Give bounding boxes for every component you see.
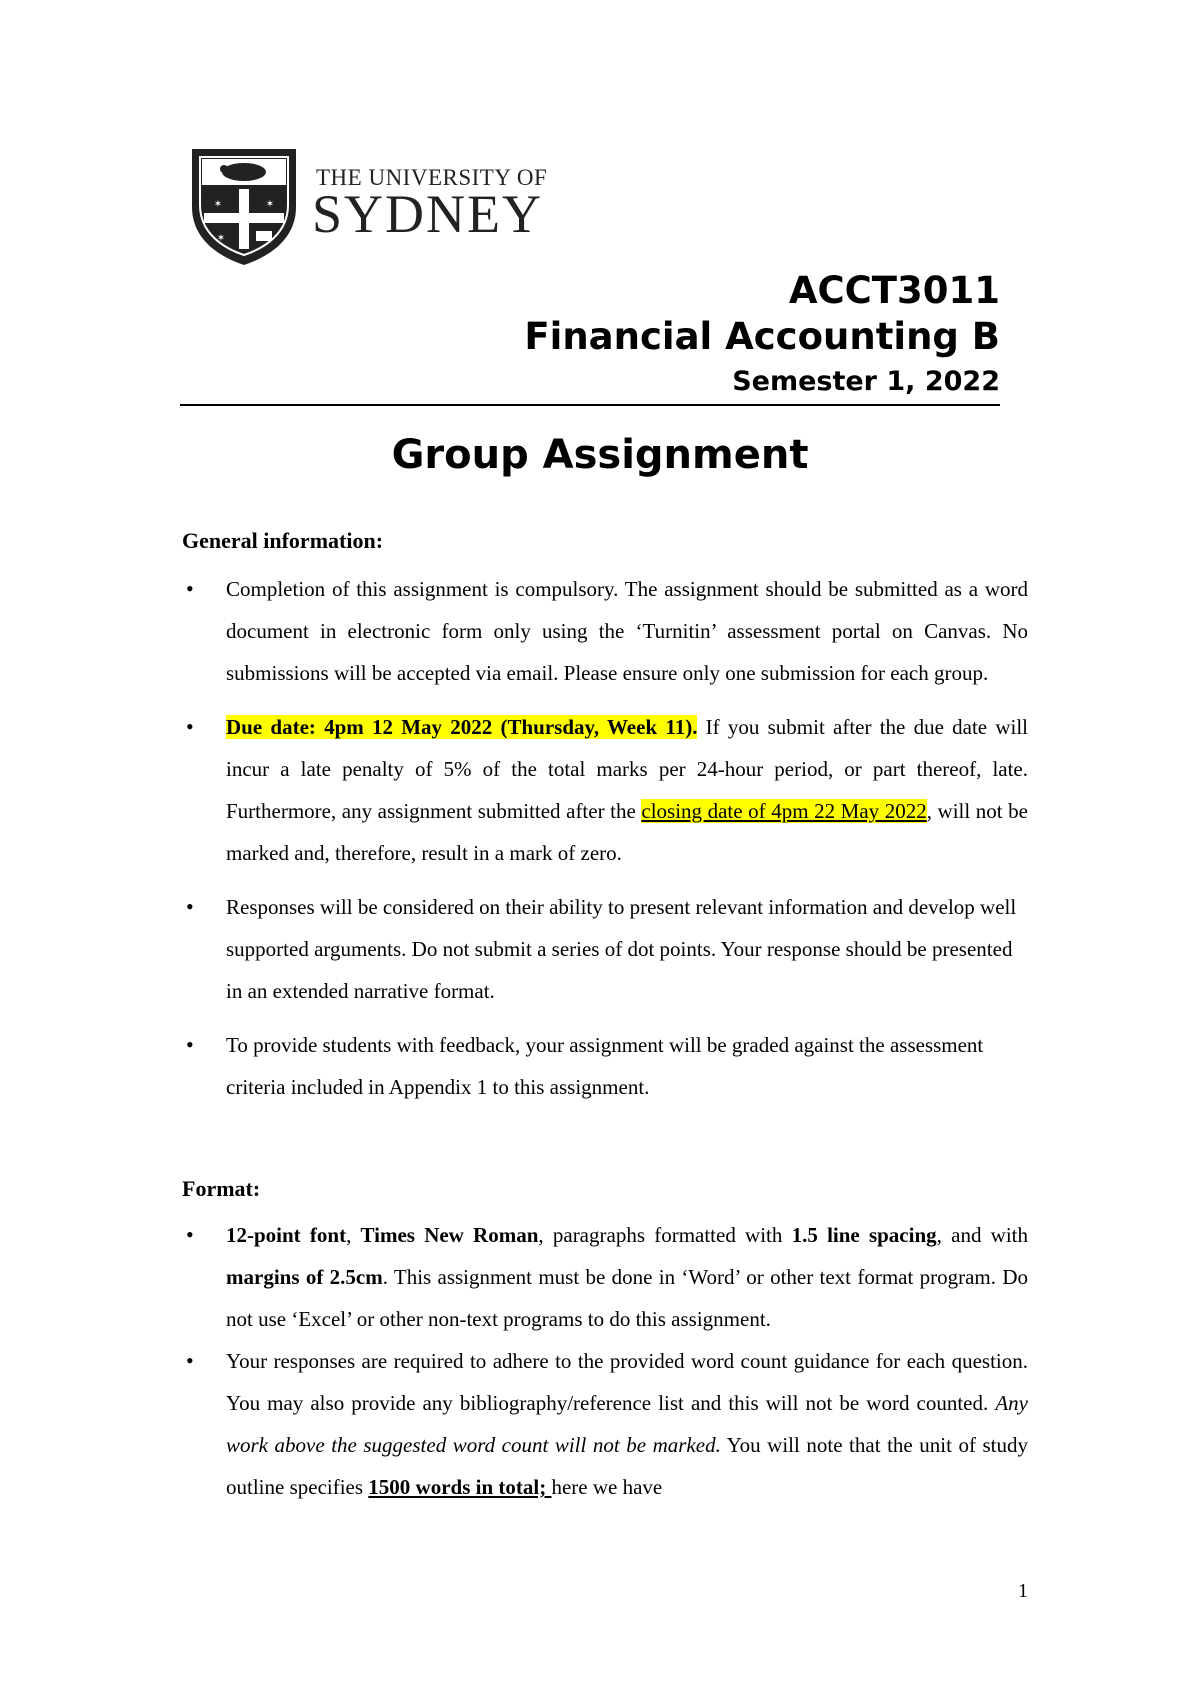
course-name: Financial Accounting B bbox=[524, 315, 1000, 358]
general-info-heading: General information: bbox=[182, 528, 384, 553]
logo-line-2: SYDNEY bbox=[312, 184, 544, 244]
outline-text: You will note that the unit of study outline specifies bbox=[226, 1433, 1028, 1499]
document-title: Group Assignment bbox=[391, 432, 809, 478]
svg-text:✶: ✶ bbox=[213, 199, 223, 210]
compulsory-text: Completion of this assignment is compulsory. The assignment should be submitted as a word document in electronic form only using the ‘Turnitin’ assessment portal on Canvas. No submissions will be accepted via email. Please ensure only one submission for each group. bbox=[226, 577, 1028, 685]
list-item bbox=[182, 568, 1028, 694]
closing-date-highlight: closing date of 4pm 22 May 2022 bbox=[641, 799, 927, 823]
continuation-text: here we have bbox=[551, 1475, 663, 1499]
font-size-text: 12-point font bbox=[226, 1223, 347, 1247]
semester: Semester 1, 2022 bbox=[732, 366, 1000, 397]
svg-text:✶: ✶ bbox=[216, 233, 226, 244]
list-item bbox=[182, 886, 1028, 1012]
late-penalty-text: If you submit after the due date will incur a late penalty of 5% of the total marks per 24-hour period, or part thereof, late. Furthermore, any assignment submitted after the bbox=[226, 715, 1029, 823]
line-spacing-text: 1.5 line spacing bbox=[791, 1223, 937, 1247]
list-item bbox=[182, 1024, 1028, 1108]
paragraph-text: , paragraphs formatted with bbox=[538, 1223, 792, 1247]
and-with-text: , and with bbox=[936, 1223, 1028, 1247]
responses-text: Responses will be considered on their ability to present relevant information and develop well supported arguments. Do not submit a series of dot points. Your response should be presented in an extended narrative format. bbox=[226, 895, 1017, 1003]
format-heading: Format: bbox=[182, 1176, 261, 1201]
header-divider bbox=[180, 404, 1000, 406]
svg-text:✶: ✶ bbox=[265, 199, 275, 210]
list-item bbox=[182, 706, 1028, 874]
general-info-list bbox=[182, 568, 1028, 1108]
separator-text: , bbox=[346, 1223, 361, 1247]
zero-mark-text: , will not be marked and, therefore, result in a mark of zero. bbox=[226, 799, 1029, 865]
total-words-text: 1500 words in total; bbox=[368, 1475, 552, 1499]
logo-line-1: THE UNIVERSITY OF bbox=[316, 165, 548, 190]
course-header bbox=[524, 268, 1000, 402]
word-format-text: . This assignment must be done in ‘Word’ or other text format program. Do not use ‘Excel’ or other non-text programs to do this assignment. bbox=[226, 1265, 1028, 1331]
due-date-highlight: Due date: 4pm 12 May 2022 (Thursday, Week 11). bbox=[226, 715, 698, 739]
crest-icon bbox=[188, 145, 300, 267]
page-number: 1 bbox=[1018, 1580, 1028, 1602]
word-count-text: Your responses are required to adhere to the provided word count guidance for each question. You may also provide any bibliography/reference list and this will not be word counted. bbox=[226, 1349, 1028, 1415]
course-code: ACCT3011 bbox=[788, 269, 1000, 312]
list-item bbox=[182, 1340, 1028, 1508]
font-name-text: Times New Roman bbox=[360, 1223, 539, 1247]
list-item bbox=[182, 1214, 1028, 1340]
margins-text: margins of 2.5cm bbox=[226, 1265, 383, 1289]
university-logo bbox=[188, 145, 548, 265]
feedback-text: To provide students with feedback, your assignment will be graded against the assessment criteria included in Appendix 1 to this assignment. bbox=[226, 1033, 984, 1099]
not-marked-text: Any work above the suggested word count will not be marked. bbox=[226, 1391, 1028, 1457]
format-list bbox=[182, 1214, 1028, 1508]
